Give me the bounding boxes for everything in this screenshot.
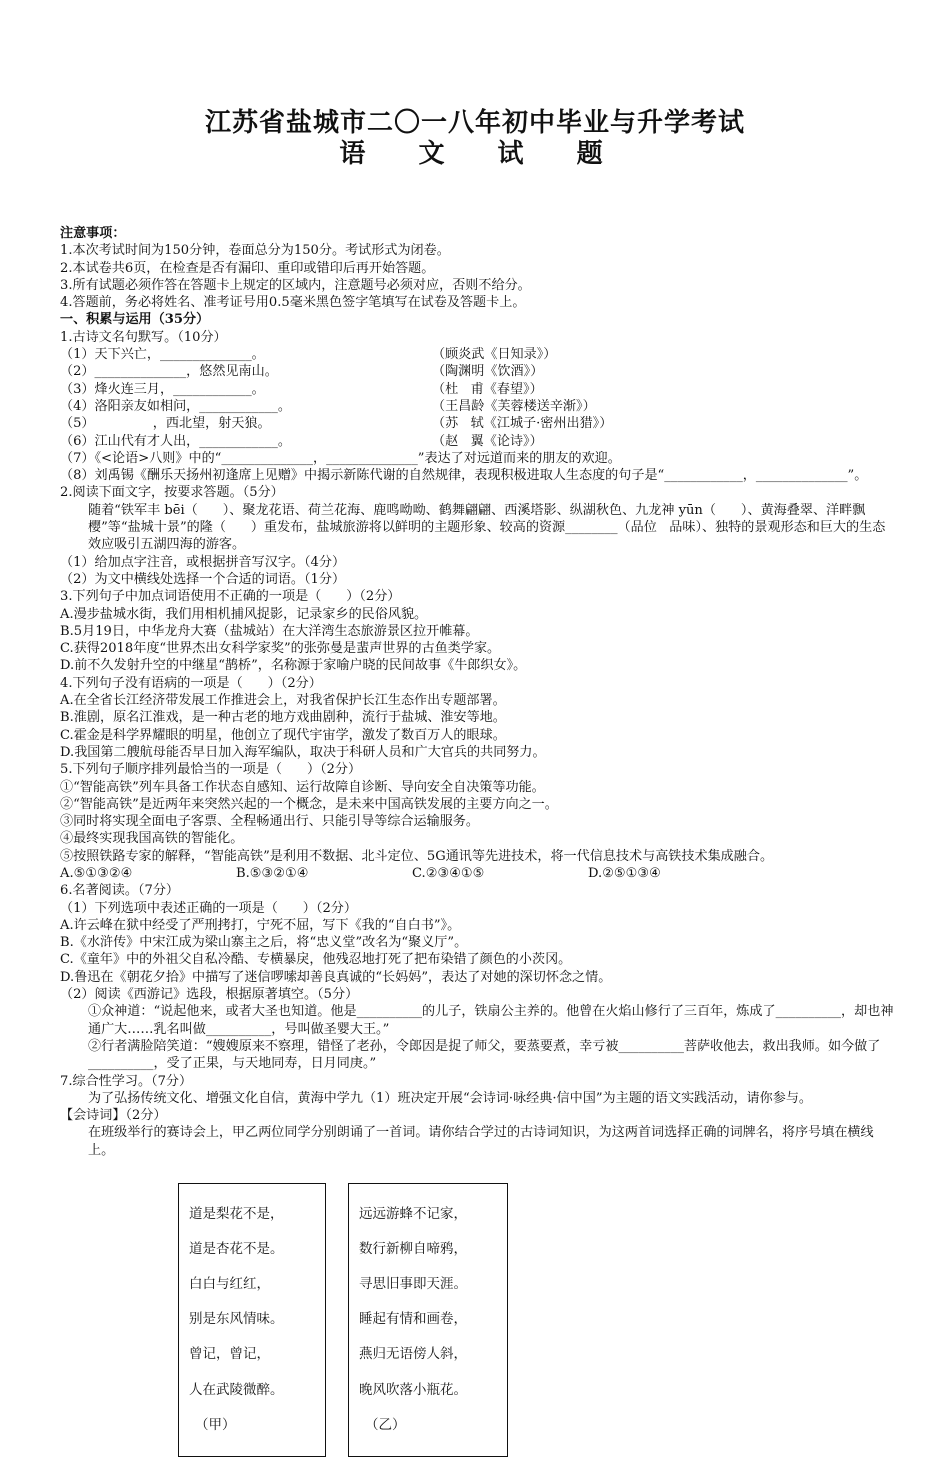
recitation-source: （陶渊明《饮酒》）: [432, 364, 544, 380]
exam-title: 江苏省盐城市二〇一八年初中毕业与升学考试: [204, 108, 745, 138]
question-5-option: C.②③④①⑤: [412, 865, 485, 881]
exam-content: [60, 225, 896, 1159]
poem-line: 远远游蜂不记家，: [359, 1205, 467, 1222]
recitation-row: [60, 415, 896, 432]
question-4-option: D.我国第二艘航母能否早日加入海军编队，取决于科研人员和广大官兵的共同努力。: [60, 744, 546, 760]
recitation-source: （苏 轼《江城子·密州出猎》）: [432, 416, 613, 432]
question-5-sentence: ②“智能高铁”是近两年来突然兴起的一个概念，是未来中国高铁发展的主要方向之一。: [60, 796, 558, 812]
poem-line: 睡起有情和画卷，: [359, 1311, 467, 1328]
question-5-sentence: ⑤按照铁路专家的解释，“智能高铁”是利用不数据、北斗定位、5G通讯等先进技术，将一代信息技术与高铁技术集成融合。: [60, 848, 774, 864]
recitation-line-7: （7）《<论语>八则》中的“______________，______________”表达了对远道而来的朋友的欢迎。: [60, 450, 621, 466]
recitation-source: （王昌龄《芙蓉楼送辛渐》）: [432, 398, 596, 414]
question-4-option: B.淮剧，原名江淮戏，是一种古老的地方戏曲剧种，流行于盐城、淮安等地。: [60, 710, 506, 726]
question-6-option: C.《童年》中的外祖父自私冷酷、专横暴戾，他残忍地打死了把布染错了颜色的小茨冈。: [60, 952, 572, 968]
question-6-paragraph: ①众神道：“说起他来，或者大圣也知道。他是__________的儿子，铁扇公主养的。他曾在火焰山修行了三百年，炼成了__________，却也神通广大……乳名叫做__________，号叫做圣婴大王。”: [88, 1004, 894, 1037]
poem-box-b: [348, 1183, 508, 1457]
recitation-line-8: （8）刘禹锡《酬乐天扬州初逢席上见赠》中揭示新陈代谢的自然规律，表现积极进取人生态度的句子是“____________，______________”。: [60, 468, 868, 484]
question-6-option: D.鲁迅在《朝花夕拾》中描写了迷信啰嗦却善良真诚的“长妈妈”，表达了对她的深切怀念之情。: [60, 969, 612, 985]
question-6-option: B.《水浒传》中宋江成为梁山寨主之后，将“忠义堂”改名为“聚义厅”。: [60, 935, 468, 951]
question-5-option: B.⑤③②①④: [236, 865, 309, 881]
exam-subtitle: 语 文 试 题: [339, 139, 625, 169]
question-7-intro: 为了弘扬传统文化、增强文化自信，黄海中学九（1）班决定开展“会诗词·咏经典·信中国”为主题的语文实践活动，请你参与。: [88, 1090, 813, 1106]
recitation-row: [60, 433, 896, 450]
recitation-source: （顾炎武《日知录》）: [432, 347, 557, 363]
question-2-sub1: （1）给加点字注音，或根据拼音写汉字。（4分）: [60, 554, 346, 570]
poem-line: 道是杏花不是。: [189, 1240, 284, 1257]
question-2-stem: 2.阅读下面文字，按要求答题。（5分）: [60, 485, 284, 501]
poem-line: 曾记，曾记，: [189, 1346, 270, 1363]
poem-line: 数行新柳自啼鸦，: [359, 1240, 467, 1257]
question-6-sub2: （2）阅读《西游记》选段，根据原著填空。（5分）: [60, 987, 359, 1003]
question-3-option: D.前不久发射升空的中继星“鹊桥”，名称源于家喻户晓的民间故事《牛郎织女》。: [60, 658, 527, 674]
question-5-options: [60, 865, 896, 882]
question-6-option: A.许云峰在狱中经受了严刑拷打，宁死不屈，写下《我的“自白书”》。: [60, 917, 461, 933]
question-6-stem: 6.名著阅读。（7分）: [60, 883, 180, 899]
question-4-stem: 4.下列句子没有语病的一项是（ ）（2分）: [60, 675, 322, 691]
question-4-option: A.在全省长江经济带发展工作推进会上，对我省保护长江生态作出专题部署。: [60, 693, 506, 709]
poem-line: 别是东风情味。: [189, 1311, 284, 1328]
question-5-option: D.②⑤①③④: [588, 865, 661, 881]
question-3-option: A.漫步盐城水街，我们用相机捕风捉影，记录家乡的民俗风貌。: [60, 606, 428, 622]
notice-item: 3.所有试题必须作答在答题卡上规定的区域内，注意题号必须对应，否则不给分。: [60, 277, 531, 293]
question-5-stem: 5.下列句子顺序排列最恰当的一项是（ ）（2分）: [60, 762, 362, 778]
recitation-line: （6）江山代有才人出，____________。: [60, 433, 291, 449]
question-6-sub1: （1）下列选项中表述正确的一项是（ ）（2分）: [60, 900, 357, 916]
notice-item: 2.本试卷共6页，在检查是否有漏印、重印或错印后再开始答题。: [60, 260, 435, 276]
section-heading: 一、积累与运用（35分）: [60, 312, 210, 328]
recitation-source: （杜 甫《春望》）: [432, 381, 543, 397]
question-5-sentence: ④最终实现我国高铁的智能化。: [60, 831, 244, 847]
question-5-sentence: ③同时将实现全面电子客票、全程畅通出行、只能引导等综合运输服务。: [60, 814, 479, 830]
question-5-option: A.⑤①③②④: [60, 865, 133, 881]
poem-caption: （乙）: [365, 1416, 406, 1433]
recitation-row: [60, 398, 896, 415]
recitation-line: （2）______________，悠然见南山。: [60, 364, 278, 380]
notice-item: 1.本次考试时间为150分钟，卷面总分为150分。考试形式为闭卷。: [60, 243, 450, 259]
recitation-row: [60, 381, 896, 398]
poem-line: 燕归无语傍人斜，: [359, 1346, 467, 1363]
poem-line: 道是梨花不是，: [189, 1205, 284, 1222]
question-2-passage: 随着“铁军丰 bēi（ ）、聚龙花语、荷兰花海、鹿鸣呦呦、鹤舞翩翩、西溪塔影、纵湖秋色、九龙神 yūn（ ）、黄海叠翠、洋畔飘樱”等“盐城十景”的隆（ ）重发布，盐城旅游将以鲜明的主题形象、较高的资源________（品位 品味）、独特的景观形态和巨大的生态效应吸引五湖四海的游客。: [88, 502, 886, 553]
recitation-line: （3）烽火连三月，____________。: [60, 381, 265, 397]
question-3-option: C.获得2018年度“世界杰出女科学家奖”的张弥曼是蜚声世界的古鱼类学家。: [60, 641, 501, 657]
poem-line: 晚风吹落小瓶花。: [359, 1381, 467, 1398]
poem-line: 寻思旧事即天涯。: [359, 1275, 467, 1292]
question-2-sub2: （2）为文中横线处选择一个合适的词语。（1分）: [60, 571, 346, 587]
poem-line: 白白与红红，: [189, 1275, 270, 1292]
recitation-line: （1）天下兴亡，______________。: [60, 347, 265, 363]
recitation-row: [60, 363, 896, 380]
question-7-part-text: 在班级举行的赛诗会上，甲乙两位同学分别朗诵了一首词。请你结合学过的古诗词知识，为这两首词选择正确的词牌名，将序号填在横线上。: [88, 1125, 874, 1158]
recitation-line: （5） ，西北望，射天狼。: [60, 416, 271, 432]
question-1-stem: 1.古诗文名句默写。（10分）: [60, 329, 227, 345]
poem-box-a: [178, 1183, 326, 1457]
question-7-part-title: 【会诗词】（2分）: [60, 1108, 167, 1124]
recitation-line: （4）洛阳亲友如相问，____________。: [60, 398, 291, 414]
question-6-paragraph: ②行者满脸陪笑道：“嫂嫂原来不察理，错怪了老孙，令郎因是捉了师父，要蒸要煮，幸亏被__________菩萨收他去，救出我师。如今做了__________，受了正果，与天地同寿，日月同庚。”: [88, 1038, 881, 1072]
question-4-option: C.霍金是科学界耀眼的明星，他创立了现代宇宙学，激发了数百万人的眼球。: [60, 727, 506, 743]
notice-item: 4.答题前，务必将姓名、准考证号用0.5毫米黑色签字笔填写在试卷及答题卡上。: [60, 295, 526, 311]
poem-line: 人在武陵微醉。: [189, 1381, 284, 1398]
recitation-source: （赵 翼《论诗》）: [432, 433, 543, 449]
question-3-stem: 3.下列句子中加点词语使用不正确的一项是（ ）（2分）: [60, 589, 401, 605]
poem-caption: （甲）: [195, 1416, 236, 1433]
notice-heading: 注意事项：: [60, 226, 126, 241]
question-5-sentence: ①“智能高铁”列车具备工作状态自感知、运行故障自诊断、导向安全自决策等功能。: [60, 779, 545, 795]
question-3-option: B.5月19日，中华龙舟大赛（盐城站）在大洋湾生态旅游景区拉开帷幕。: [60, 623, 479, 639]
question-7-stem: 7.综合性学习。（7分）: [60, 1073, 193, 1089]
recitation-row: [60, 346, 896, 363]
